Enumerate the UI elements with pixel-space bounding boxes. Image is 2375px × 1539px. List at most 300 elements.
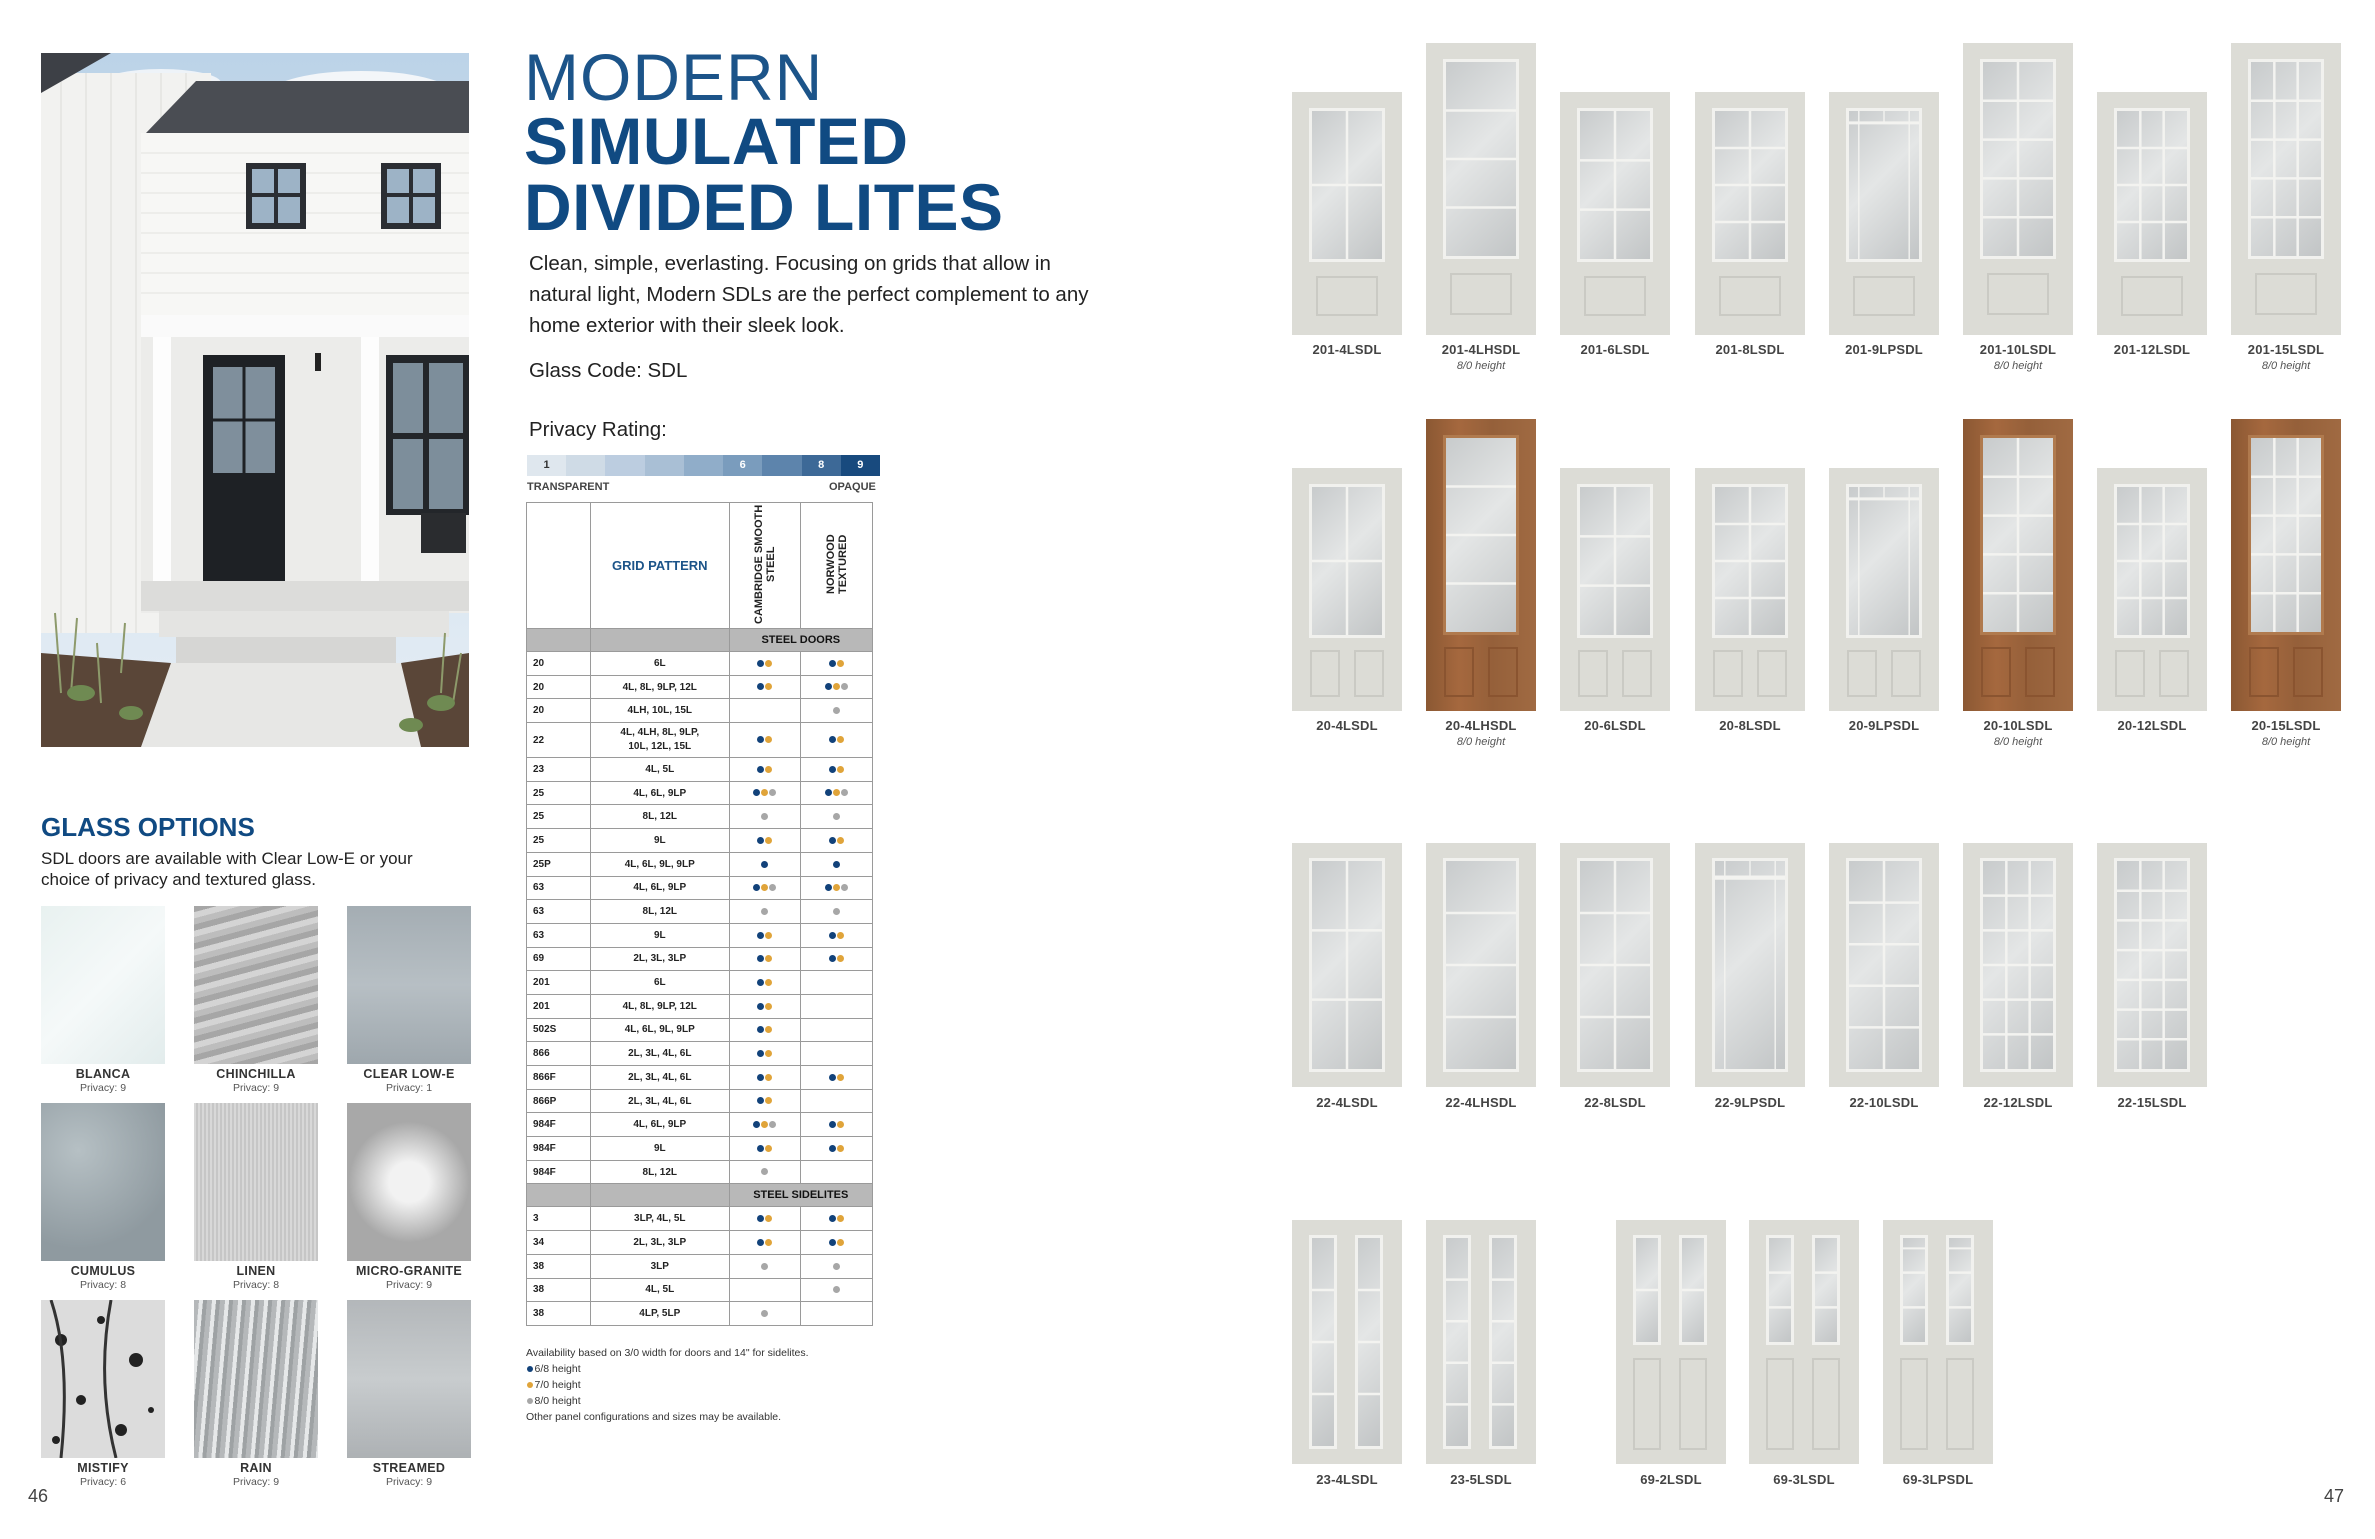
door-height-note: 8/0 height: [1993, 736, 2043, 748]
glass-pane: [1846, 858, 1922, 1072]
glass-pane: [1489, 1235, 1517, 1449]
cambridge-availability: [729, 1231, 801, 1255]
door-panel: [1584, 276, 1646, 316]
gold-dot-icon: [765, 766, 772, 773]
navy-dot-icon: [757, 932, 764, 939]
door-panel: [1766, 1358, 1794, 1450]
door-image: [2231, 43, 2341, 335]
navy-dot-icon: [833, 861, 840, 868]
house-photo: [41, 53, 469, 747]
door-model-label: 20-4LSDL: [1316, 718, 1378, 733]
cambridge-availability: [729, 1137, 801, 1161]
model-code: 63: [527, 900, 591, 924]
door-model-label: 69-2LSDL: [1640, 1472, 1702, 1487]
table-row: [527, 1066, 873, 1090]
table-row: [527, 829, 873, 853]
gray-dot-icon: [761, 1263, 768, 1270]
navy-dot-icon: [757, 660, 764, 667]
model-code: 201: [527, 971, 591, 995]
table-row: [527, 1231, 873, 1255]
gold-dot-icon: [837, 932, 844, 939]
table-row: [527, 723, 873, 758]
grid-pattern: 4L, 6L, 9LP: [590, 781, 729, 805]
gold-dot-icon: [837, 736, 844, 743]
norwood-availability: [801, 1278, 873, 1302]
glass-pane: [1577, 858, 1653, 1072]
table-row: [527, 1042, 873, 1066]
model-code: 984F: [527, 1160, 591, 1184]
table-row: [527, 805, 873, 829]
opaque-label: OPAQUE: [829, 481, 876, 493]
privacy-segment: [566, 455, 605, 476]
model-code: 38: [527, 1302, 591, 1326]
door-panel: [1891, 650, 1921, 697]
glass-swatch: [347, 1300, 471, 1458]
gold-dot-icon: [833, 789, 840, 796]
norwood-availability: [801, 652, 873, 676]
navy-dot-icon: [527, 1366, 533, 1372]
door-model-label: 201-4LHSDL: [1441, 342, 1521, 357]
door-model-label: 23-4LSDL: [1316, 1472, 1378, 1487]
gold-dot-icon: [837, 1121, 844, 1128]
cambridge-availability: [729, 699, 801, 723]
model-code: 866F: [527, 1066, 591, 1090]
table-row: [527, 699, 873, 723]
glass-privacy: Privacy: 1: [385, 1082, 433, 1094]
norwood-availability: [801, 675, 873, 699]
navy-dot-icon: [829, 1074, 836, 1081]
model-code: 25P: [527, 852, 591, 876]
navy-dot-icon: [757, 1215, 764, 1222]
model-code: 502S: [527, 1018, 591, 1042]
gold-dot-icon: [765, 1239, 772, 1246]
door-model-label: 201-6LSDL: [1580, 342, 1650, 357]
table-row: [527, 1113, 873, 1137]
navy-dot-icon: [825, 789, 832, 796]
glass-pane: [1946, 1235, 1974, 1345]
door-panel: [1633, 1358, 1661, 1450]
door-image: [1829, 92, 1939, 335]
navy-dot-icon: [757, 955, 764, 962]
door-model-label: 201-4LSDL: [1312, 342, 1382, 357]
norwood-availability: [801, 900, 873, 924]
navy-dot-icon: [757, 1026, 764, 1033]
norwood-availability: [801, 1113, 873, 1137]
privacy-segment: 6: [723, 455, 762, 476]
gold-dot-icon: [833, 683, 840, 690]
cambridge-availability: [729, 1160, 801, 1184]
door-panel: [1853, 276, 1915, 316]
page-number-right: 47: [2324, 1486, 2345, 1506]
model-code: 63: [527, 876, 591, 900]
glass-name: STREAMED: [372, 1461, 446, 1475]
grid-pattern: 4L, 5L: [590, 758, 729, 782]
privacy-rating-bar: [527, 455, 880, 476]
navy-dot-icon: [757, 1145, 764, 1152]
model-code: 23: [527, 758, 591, 782]
glass-pane: [1980, 59, 2056, 259]
heading-line-1: MODERN: [524, 40, 824, 114]
navy-dot-icon: [757, 1097, 764, 1104]
norwood-availability: [801, 781, 873, 805]
glass-pane: [2248, 435, 2324, 635]
door-height-note: 8/0 height: [1993, 360, 2043, 372]
heading-line-2: SIMULATED: [524, 104, 909, 178]
navy-dot-icon: [757, 683, 764, 690]
glass-swatch: [41, 1300, 165, 1458]
grid-pattern: 4L, 6L, 9L, 9LP: [590, 1018, 729, 1042]
cambridge-availability: [729, 829, 801, 853]
cambridge-availability: [729, 947, 801, 971]
navy-dot-icon: [757, 837, 764, 844]
table-row: [527, 1018, 873, 1042]
glass-swatch: [194, 1300, 318, 1458]
glass-name: LINEN: [236, 1264, 276, 1278]
norwood-availability: [801, 699, 873, 723]
norwood-availability: [801, 1066, 873, 1090]
glass-privacy: Privacy: 9: [79, 1082, 127, 1094]
glass-name: CHINCHILLA: [216, 1067, 296, 1081]
gray-dot-icon: [761, 813, 768, 820]
navy-dot-icon: [825, 884, 832, 891]
door-panel: [1578, 650, 1608, 697]
norwood-availability: [801, 1207, 873, 1231]
navy-dot-icon: [829, 736, 836, 743]
norwood-availability: [801, 1160, 873, 1184]
door-image: [1963, 43, 2073, 335]
cambridge-availability: [729, 1302, 801, 1326]
door-image: [1963, 419, 2073, 711]
gold-dot-icon: [765, 660, 772, 667]
grid-pattern: 2L, 3L, 3LP: [590, 947, 729, 971]
glass-privacy: Privacy: 9: [385, 1279, 433, 1291]
navy-dot-icon: [753, 789, 760, 796]
door-image: [1426, 419, 1536, 711]
glass-pane: [1980, 435, 2056, 635]
navy-dot-icon: [829, 1145, 836, 1152]
door-image: [2097, 92, 2207, 335]
door-panel: [1981, 647, 2011, 697]
model-code: 3: [527, 1207, 591, 1231]
door-image: [1292, 92, 1402, 335]
glass-pane: [2114, 858, 2190, 1072]
intro-text: Clean, simple, everlasting. Focusing on grids that allow in natural light, Modern SDLs are the perfect complement to any home exterior with their sleek look.: [529, 252, 1089, 337]
door-panel: [2293, 647, 2323, 697]
door-image: [1695, 468, 1805, 711]
grid-pattern: 3LP, 4L, 5L: [590, 1207, 729, 1231]
cambridge-availability: [729, 781, 801, 805]
availability-note: Availability based on 3/0 width for doors and 14" for sidelites.: [526, 1347, 809, 1359]
legend-8-0: 8/0 height: [526, 1393, 809, 1409]
cambridge-availability: [729, 1278, 801, 1302]
table-row: [527, 1089, 873, 1113]
glass-pane: [1355, 1235, 1383, 1449]
grid-pattern: 2L, 3L, 4L, 6L: [590, 1066, 729, 1090]
door-height-note: 8/0 height: [1456, 360, 1506, 372]
door-model-label: 22-4LSDL: [1316, 1095, 1378, 1110]
door-image: [1695, 843, 1805, 1087]
glass-pane: [1577, 484, 1653, 638]
glass-pane: [1812, 1235, 1840, 1345]
gold-dot-icon: [833, 884, 840, 891]
legend-6-8: 6/8 height: [526, 1361, 809, 1377]
door-panel: [1812, 1358, 1840, 1450]
grid-pattern: 6L: [590, 971, 729, 995]
glass-pane: [1712, 858, 1788, 1072]
glass-pane: [1633, 1235, 1661, 1345]
model-code: 34: [527, 1231, 591, 1255]
grid-pattern: 9L: [590, 1137, 729, 1161]
grid-pattern: 4LH, 10L, 15L: [590, 699, 729, 723]
table-row: [527, 675, 873, 699]
glass-pane: [1443, 435, 1519, 635]
glass-pane: [1309, 108, 1385, 262]
table-row: [527, 1137, 873, 1161]
door-panel: [1987, 273, 2049, 315]
model-code: 201: [527, 994, 591, 1018]
door-image: [2097, 843, 2207, 1087]
norwood-availability: [801, 876, 873, 900]
availability-table: [526, 502, 873, 1326]
glass-options-title: GLASS OPTIONS: [41, 812, 255, 842]
door-panel: [2121, 276, 2183, 316]
gray-dot-icon: [761, 908, 768, 915]
model-code: 866: [527, 1042, 591, 1066]
door-image: [1560, 92, 1670, 335]
glass-pane: [1309, 858, 1385, 1072]
cambridge-availability: [729, 852, 801, 876]
glass-pane: [1846, 108, 1922, 262]
cambridge-availability: [729, 971, 801, 995]
door-model-label: 22-10LSDL: [1849, 1095, 1919, 1110]
gold-dot-icon: [837, 660, 844, 667]
door-panel: [2255, 273, 2317, 315]
norwood-availability: [801, 1254, 873, 1278]
table-section-row: [527, 629, 873, 652]
table-row: [527, 994, 873, 1018]
availability-notes: [526, 1345, 809, 1425]
glass-name: RAIN: [240, 1461, 272, 1475]
cambridge-availability: [729, 1018, 801, 1042]
gray-dot-icon: [769, 884, 776, 891]
glass-pane: [2114, 484, 2190, 638]
section-label: STEEL DOORS: [729, 629, 872, 652]
glass-pane: [1577, 108, 1653, 262]
door-panel: [1679, 1358, 1707, 1450]
glass-swatch: [194, 906, 318, 1064]
gold-dot-icon: [837, 955, 844, 962]
door-model-label: 69-3LPSDL: [1902, 1472, 1974, 1487]
glass-name: CUMULUS: [70, 1264, 136, 1278]
door-panel: [1622, 650, 1652, 697]
door-model-label: 22-8LSDL: [1584, 1095, 1646, 1110]
gold-dot-icon: [837, 837, 844, 844]
door-image: [1829, 843, 1939, 1087]
door-height-note: 8/0 height: [2261, 736, 2311, 748]
grid-pattern: 3LP: [590, 1254, 729, 1278]
glass-pane: [2114, 108, 2190, 262]
glass-swatch: [347, 1103, 471, 1261]
glass-name: BLANCA: [75, 1067, 131, 1081]
norwood-availability: [801, 994, 873, 1018]
table-row: [527, 876, 873, 900]
glass-pane: [1443, 1235, 1471, 1449]
glass-pane: [1766, 1235, 1794, 1345]
grid-pattern: 9L: [590, 829, 729, 853]
navy-dot-icon: [829, 1239, 836, 1246]
norwood-availability: [801, 1089, 873, 1113]
privacy-segment: 1: [527, 455, 566, 476]
door-panel: [2025, 647, 2055, 697]
norwood-availability: [801, 1042, 873, 1066]
grid-pattern: 2L, 3L, 3LP: [590, 1231, 729, 1255]
gold-dot-icon: [837, 1074, 844, 1081]
cambridge-availability: [729, 1254, 801, 1278]
navy-dot-icon: [753, 1121, 760, 1128]
door-model-label: 201-9LPSDL: [1845, 342, 1923, 357]
grid-pattern: 4L, 5L: [590, 1278, 729, 1302]
glass-swatch: [41, 906, 165, 1064]
door-model-label: 201-15LSDL: [2247, 342, 2325, 357]
blank-header: [527, 503, 591, 629]
glass-pane: [1712, 484, 1788, 638]
gold-dot-icon: [765, 955, 772, 962]
navy-dot-icon: [829, 837, 836, 844]
gray-dot-icon: [527, 1398, 533, 1404]
transparent-label: TRANSPARENT: [527, 481, 610, 493]
door-model-label: 69-3LSDL: [1773, 1472, 1835, 1487]
navy-dot-icon: [829, 1215, 836, 1222]
door-model-label: 20-6LSDL: [1584, 718, 1646, 733]
door-panel: [1316, 276, 1378, 316]
cambridge-availability: [729, 1113, 801, 1137]
gold-dot-icon: [765, 932, 772, 939]
glass-privacy: Privacy: 9: [385, 1476, 433, 1488]
door-panel: [1719, 276, 1781, 316]
grid-pattern: 9L: [590, 923, 729, 947]
navy-dot-icon: [761, 861, 768, 868]
grid-pattern: 4L, 8L, 9LP, 12L: [590, 675, 729, 699]
norwood-availability: [801, 805, 873, 829]
model-code: 25: [527, 805, 591, 829]
glass-privacy: Privacy: 6: [79, 1476, 127, 1488]
glass-privacy: Privacy: 9: [232, 1082, 280, 1094]
cambridge-availability: [729, 805, 801, 829]
gray-dot-icon: [841, 884, 848, 891]
norwood-availability: [801, 923, 873, 947]
door-image: [1616, 1220, 1726, 1464]
door-model-label: 20-8LSDL: [1719, 718, 1781, 733]
cambridge-availability: [729, 876, 801, 900]
door-model-label: 22-4LHSDL: [1445, 1095, 1517, 1110]
gold-dot-icon: [761, 884, 768, 891]
gray-dot-icon: [769, 1121, 776, 1128]
grid-pattern: 4L, 8L, 9LP, 12L: [590, 994, 729, 1018]
navy-dot-icon: [753, 884, 760, 891]
glass-pane: [1679, 1235, 1707, 1345]
glass-pane: [1443, 858, 1519, 1072]
gold-dot-icon: [765, 1215, 772, 1222]
table-row: [527, 971, 873, 995]
model-code: 25: [527, 829, 591, 853]
door-panel: [1310, 650, 1340, 697]
door-model-label: 201-8LSDL: [1715, 342, 1785, 357]
glass-swatch: [194, 1103, 318, 1261]
norwood-availability: [801, 723, 873, 758]
door-panel: [1444, 647, 1474, 697]
door-model-label: 201-10LSDL: [1979, 342, 2057, 357]
gray-dot-icon: [833, 707, 840, 714]
gold-dot-icon: [765, 1074, 772, 1081]
cambridge-availability: [729, 652, 801, 676]
grid-pattern: 8L, 12L: [590, 1160, 729, 1184]
gold-dot-icon: [527, 1382, 533, 1388]
table-row: [527, 852, 873, 876]
cambridge-header: CAMBRIDGE SMOOTH STEEL: [752, 504, 777, 624]
gold-dot-icon: [765, 1003, 772, 1010]
other-configurations-note: Other panel configurations and sizes may be available.: [526, 1411, 782, 1423]
model-code: 20: [527, 675, 591, 699]
model-code: 984F: [527, 1113, 591, 1137]
gray-dot-icon: [769, 789, 776, 796]
door-image: [1695, 92, 1805, 335]
model-code: 866P: [527, 1089, 591, 1113]
table-row: [527, 758, 873, 782]
grid-pattern: 8L, 12L: [590, 805, 729, 829]
grid-pattern: 4L, 6L, 9LP: [590, 876, 729, 900]
gold-dot-icon: [765, 736, 772, 743]
gray-dot-icon: [761, 1310, 768, 1317]
section-label: STEEL SIDELITES: [729, 1184, 872, 1207]
table-row: [527, 1302, 873, 1326]
table-row: [527, 1160, 873, 1184]
navy-dot-icon: [825, 683, 832, 690]
gold-dot-icon: [761, 1121, 768, 1128]
navy-dot-icon: [829, 932, 836, 939]
model-code: 38: [527, 1278, 591, 1302]
glass-options-description: SDL doors are available with Clear Low-E or your choice of privacy and textured glass.: [41, 849, 413, 889]
glass-privacy: Privacy: 9: [232, 1476, 280, 1488]
gold-dot-icon: [765, 1145, 772, 1152]
door-panel: [2115, 650, 2145, 697]
table-row: [527, 1278, 873, 1302]
door-panel: [2249, 647, 2279, 697]
navy-dot-icon: [829, 660, 836, 667]
model-code: 22: [527, 723, 591, 758]
table-section-row: [527, 1184, 873, 1207]
door-image: [2231, 419, 2341, 711]
model-code: 984F: [527, 1137, 591, 1161]
grid-pattern: 4L, 4LH, 8L, 9LP, 10L, 12L, 15L: [590, 723, 729, 758]
glass-name: CLEAR LOW-E: [363, 1067, 455, 1081]
grid-pattern: 4L, 6L, 9LP: [590, 1113, 729, 1137]
glass-pane: [1309, 484, 1385, 638]
navy-dot-icon: [829, 766, 836, 773]
grid-pattern: 4LP, 5LP: [590, 1302, 729, 1326]
privacy-segment: 8: [802, 455, 841, 476]
grid-pattern: 2L, 3L, 4L, 6L: [590, 1042, 729, 1066]
gray-dot-icon: [841, 683, 848, 690]
table-row: [527, 947, 873, 971]
cambridge-availability: [729, 723, 801, 758]
grid-pattern: 4L, 6L, 9L, 9LP: [590, 852, 729, 876]
navy-dot-icon: [829, 1121, 836, 1128]
model-code: 38: [527, 1254, 591, 1278]
cambridge-availability: [729, 758, 801, 782]
norwood-availability: [801, 1231, 873, 1255]
glass-swatch: [41, 1103, 165, 1261]
door-panel: [1450, 273, 1512, 315]
